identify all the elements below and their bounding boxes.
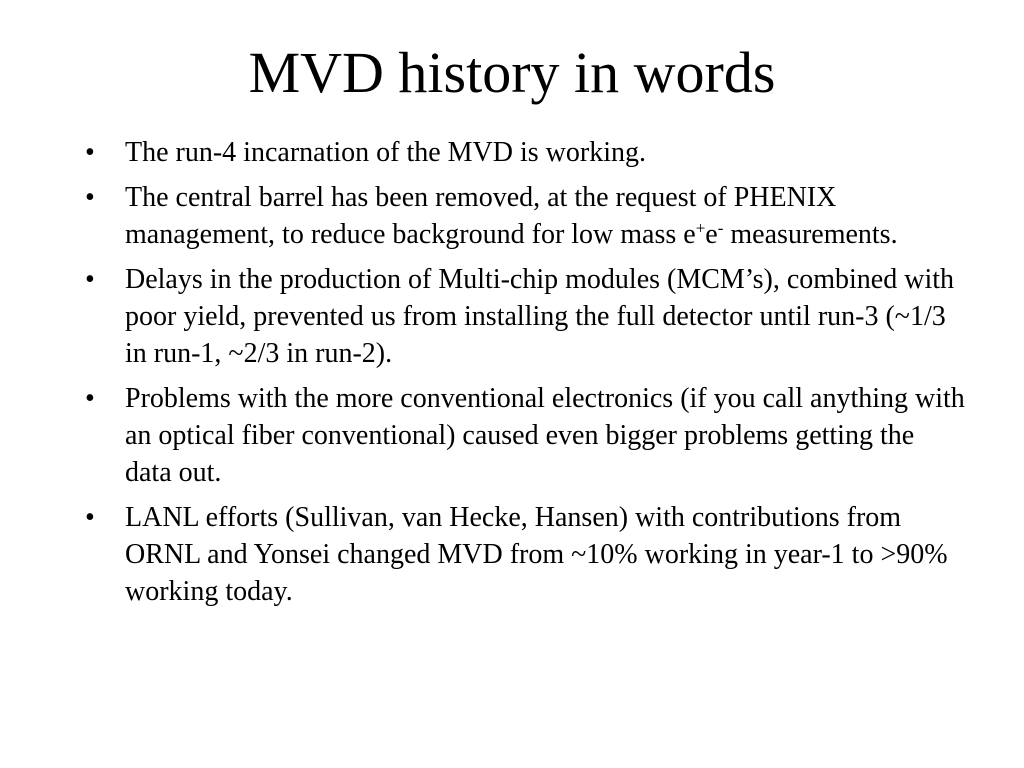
bullet-text: Problems with the more conventional electronics (if you call anything with an optical fiber conventional) caused even bigger problems getting the data out. bbox=[125, 383, 965, 488]
bullet-item bbox=[85, 261, 965, 372]
bullet-text-part: e bbox=[705, 219, 718, 250]
bullet-marker: • bbox=[85, 502, 95, 533]
bullet-text bbox=[125, 182, 898, 250]
bullet-list bbox=[85, 134, 965, 618]
bullet-text: LANL efforts (Sullivan, van Hecke, Hansen) with contributions from ORNL and Yonsei changed MVD from ~10% working in year-1 to >90% working today. bbox=[125, 502, 948, 607]
bullet-text: Delays in the production of Multi-chip modules (MCM’s), combined with poor yield, prevented us from installing the full detector until run-3 (~1/3 in run-1, ~2/3 in run-2). bbox=[125, 264, 955, 369]
bullet-marker: • bbox=[85, 264, 95, 295]
bullet-item bbox=[85, 380, 965, 491]
bullet-marker: • bbox=[85, 182, 95, 213]
bullet-marker: • bbox=[85, 383, 95, 414]
superscript-minus: - bbox=[717, 218, 724, 238]
slide-title: MVD history in words bbox=[248, 40, 776, 105]
bullet-marker: • bbox=[85, 137, 95, 168]
bullet-item bbox=[85, 499, 965, 610]
bullet-text: The run-4 incarnation of the MVD is working. bbox=[125, 137, 646, 168]
bullet-item bbox=[85, 134, 965, 171]
bullet-item bbox=[85, 179, 965, 253]
bullet-text-part: measurements. bbox=[723, 219, 898, 250]
bullet-text-part: The central barrel has been removed, at the request of PHENIX management, to reduce background for low mass e bbox=[125, 182, 837, 250]
superscript-plus: + bbox=[695, 218, 706, 238]
